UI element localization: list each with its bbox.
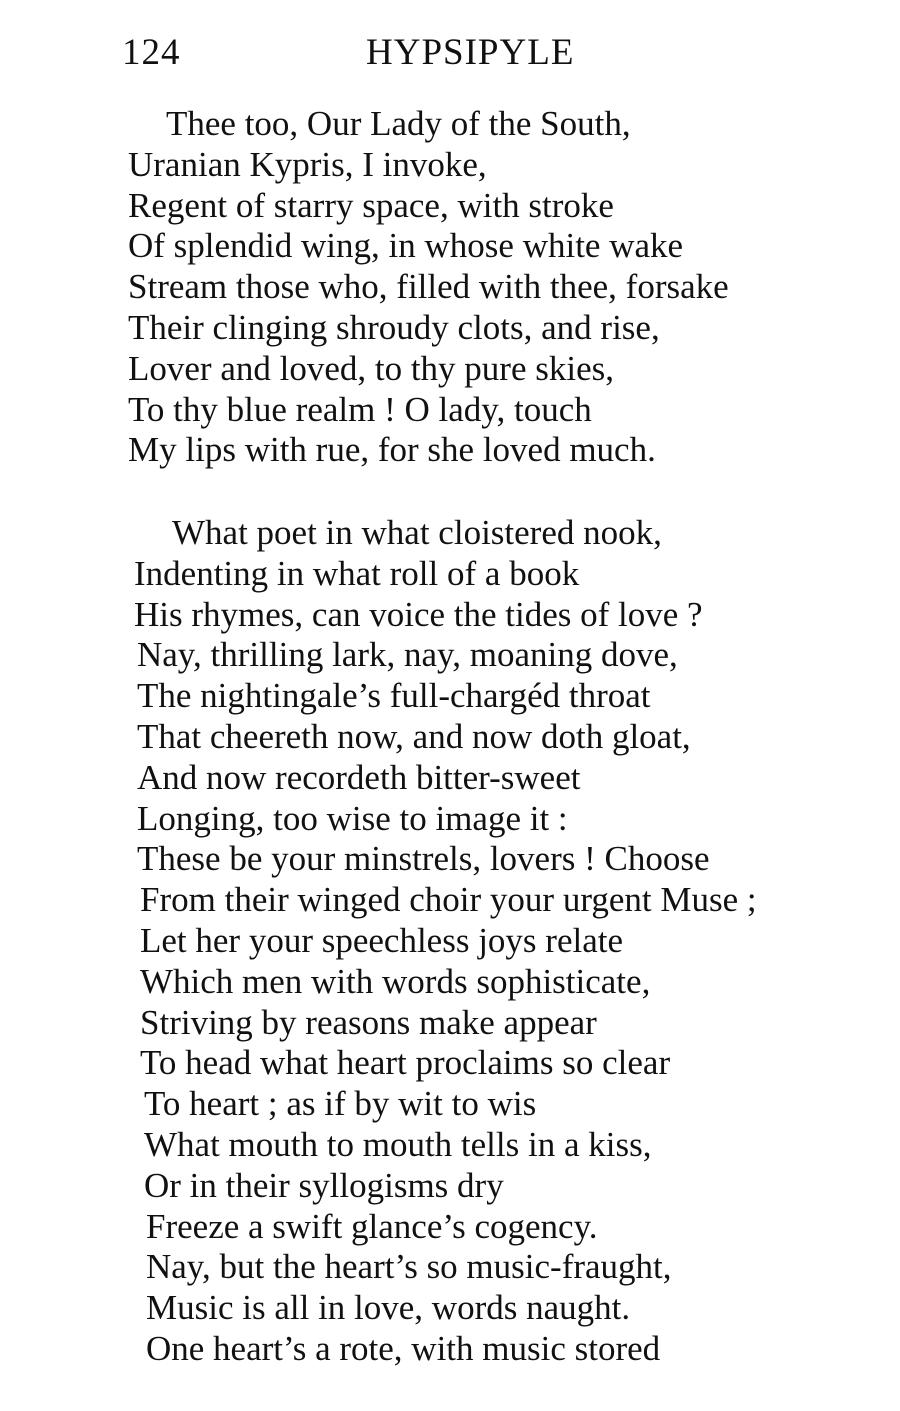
poem-line: Indenting in what roll of a book bbox=[134, 553, 580, 593]
poem-line: That cheereth now, and now doth gloat, bbox=[137, 716, 691, 756]
poem-line: Their clinging shroudy clots, and rise, bbox=[128, 307, 660, 347]
poem-line: The nightingale’s full-chargéd throat bbox=[137, 676, 651, 716]
poem-line: Uranian Kypris, I invoke, bbox=[128, 144, 487, 184]
running-title: HYPSIPYLE bbox=[366, 32, 575, 73]
poem-line: To heart ; as if by wit to wis bbox=[144, 1084, 537, 1124]
poem-line: Nay, but the heart’s so music-fraught, bbox=[146, 1247, 672, 1287]
poem-line: Stream those who, filled with thee, forsake bbox=[128, 267, 729, 307]
poem-line: One heart’s a rote, with music stored bbox=[146, 1328, 661, 1368]
poem-line: What mouth to mouth tells in a kiss, bbox=[144, 1124, 652, 1164]
poem-line: His rhymes, can voice the tides of love ? bbox=[134, 594, 703, 634]
poem-line: Thee too, Our Lady of the South, bbox=[166, 104, 631, 143]
poem-line: Let her your speechless joys relate bbox=[140, 920, 624, 960]
stanza-1 bbox=[128, 104, 729, 471]
poem-line: Striving by reasons make appear bbox=[140, 1002, 597, 1042]
poem-line: Nay, thrilling lark, nay, moaning dove, bbox=[137, 635, 678, 675]
poem-line: Regent of starry space, with stroke bbox=[128, 185, 614, 225]
poem-line: Which men with words sophisticate, bbox=[140, 961, 651, 1001]
poem-line: Of splendid wing, in whose white wake bbox=[128, 226, 684, 266]
poem-line: From their winged choir your urgent Muse ; bbox=[140, 880, 757, 920]
poem-line: And now recordeth bitter-sweet bbox=[137, 757, 581, 797]
poem-line: Music is all in love, words naught. bbox=[146, 1288, 631, 1328]
poem-line: What poet in what cloistered nook, bbox=[172, 513, 662, 552]
poem-line: My lips with rue, for she loved much. bbox=[128, 430, 656, 470]
poem-line: To thy blue realm ! O lady, touch bbox=[128, 389, 592, 429]
poem-line: To head what heart proclaims so clear bbox=[140, 1043, 671, 1083]
poem-line: Or in their syllogisms dry bbox=[144, 1165, 504, 1205]
poem-line: Lover and loved, to thy pure skies, bbox=[128, 348, 615, 388]
poem-line: These be your minstrels, lovers ! Choose bbox=[137, 839, 710, 879]
poem-line: Freeze a swift glance’s cogency. bbox=[146, 1206, 598, 1246]
poem-line: Longing, too wise to image it : bbox=[137, 798, 568, 838]
running-head bbox=[122, 28, 842, 78]
stanza-2 bbox=[134, 513, 757, 1370]
page-number: 124 bbox=[122, 32, 181, 73]
